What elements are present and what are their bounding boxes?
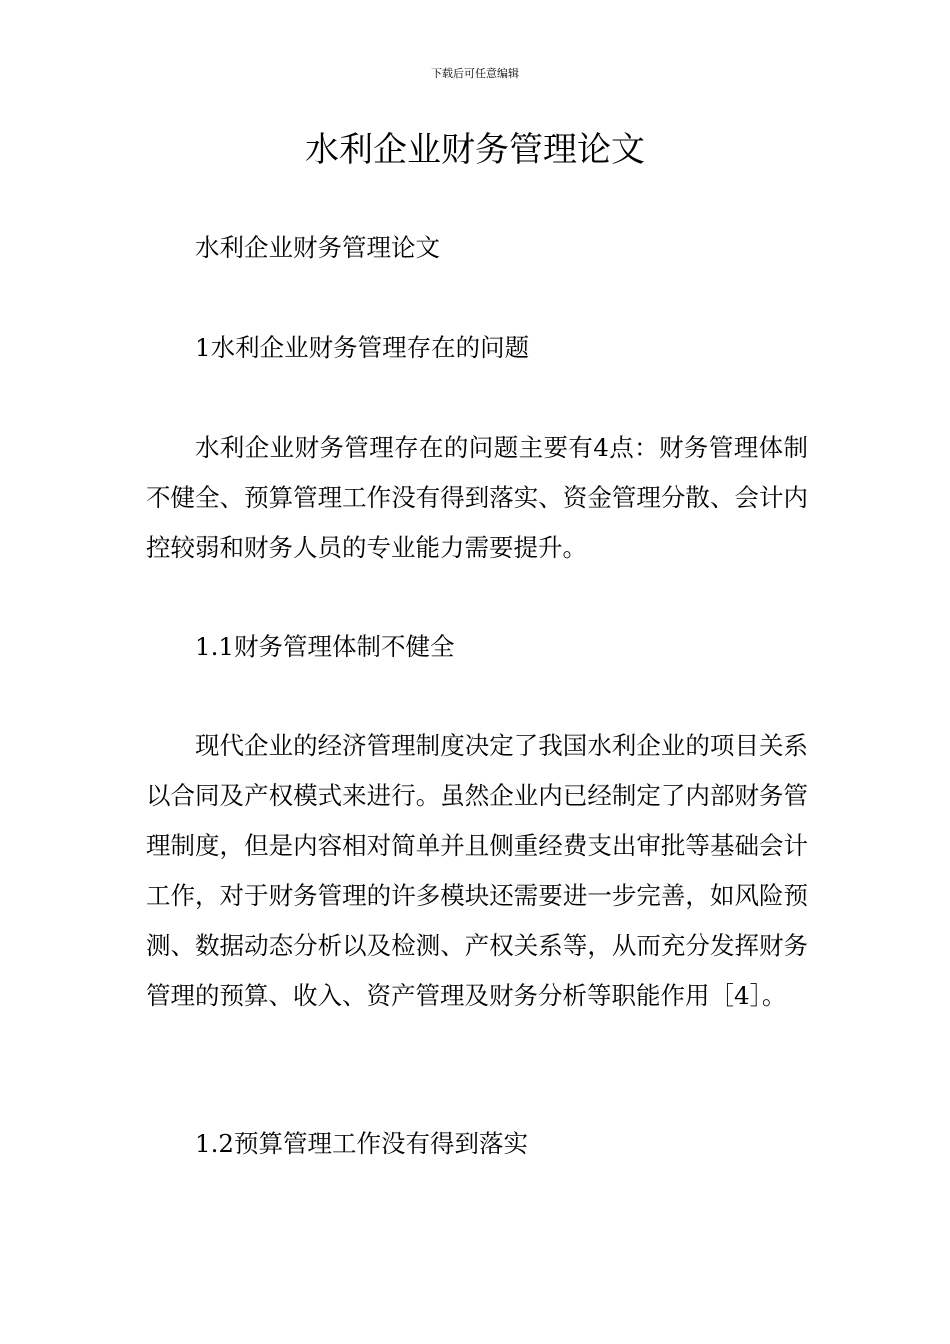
section-heading-1: 1水利企业财务管理存在的问题: [195, 333, 530, 362]
document-title: 水利企业财务管理论文: [305, 130, 645, 170]
paragraph-subtitle: 水利企业财务管理论文: [195, 233, 440, 262]
section-heading-1-2: 1.2预算管理工作没有得到落实: [195, 1129, 528, 1158]
section-heading-1-1: 1.1财务管理体制不健全: [195, 632, 455, 661]
paragraph-finance-system: 现代企业的经济管理制度决定了我国水利企业的项目关系以合同及产权模式来进行。虽然企业内已经制定了内部财务管理制度，但是内容相对简单并且侧重经费支出审批等基础会计工作，对于财务管理的许多模块还需要进一步完善，如风险预测、数据动态分析以及检测、产权关系等，从而充分发挥财务管理的预算、收入、资产管理及财务分析等职能作用［4］。: [146, 731, 808, 1010]
paragraph-problems-summary: 水利企业财务管理存在的问题主要有4点：财务管理体制不健全、预算管理工作没有得到落实、资金管理分散、会计内控较弱和财务人员的专业能力需要提升。: [146, 433, 808, 562]
header-note: 下载后可任意编辑: [431, 67, 519, 80]
